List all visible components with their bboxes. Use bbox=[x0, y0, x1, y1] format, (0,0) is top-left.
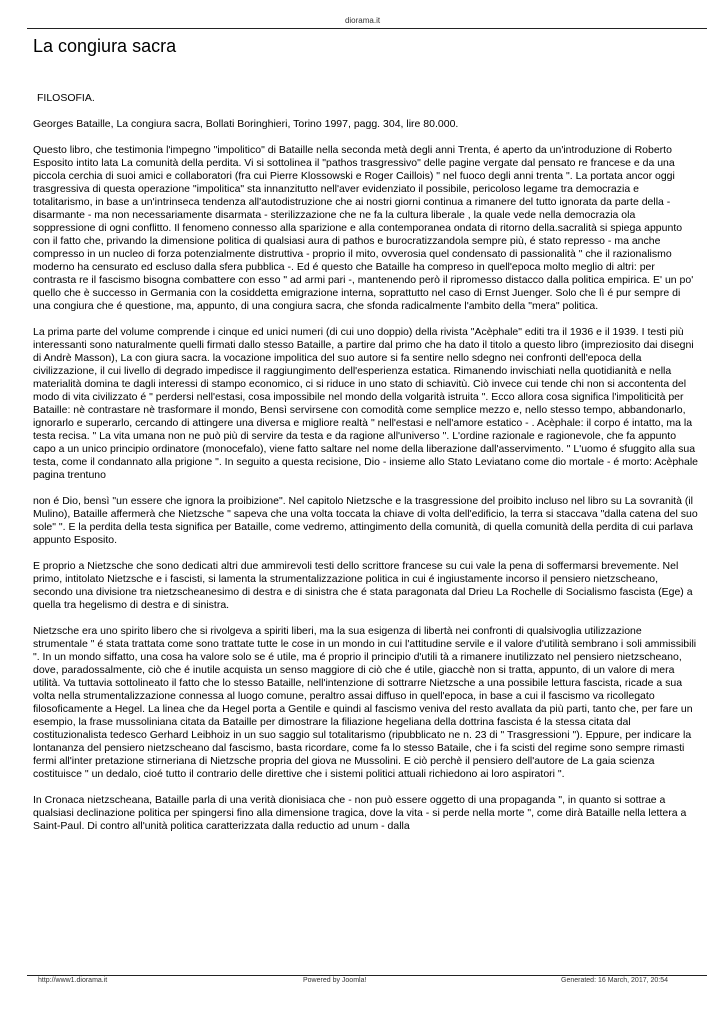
paragraph: non é Dio, bensì "un essere che ignora la proibizione". Nel capitolo Nietzsche e la trasgressione del proibito incluso nel libro su La sovranità (il Mulino), Bataille affermerà che Nietzsche " sapeva che una volta toccata la chiave di volta dell'edificio, la terra si staccava "dalla catena del suo sole" ". E la perdita della testa significa per Bataille, come vedremo, attingimento della comunità, di quella comunità della perdita di cui parlava appunto Esposito. bbox=[33, 495, 698, 546]
bibliographic-reference: Georges Bataille, La congiura sacra, Bollati Boringhieri, Torino 1997, pagg. 304, lire 80.000. bbox=[33, 118, 459, 130]
section-label: FILOSOFIA. bbox=[37, 92, 95, 104]
paragraph: E proprio a Nietzsche che sono dedicati altri due ammirevoli testi dello scrittore francese su cui vale la pena di soffermarsi brevemente. Nel primo, intitolato Nietzsche e i fascisti, si lamenta la strumentalizzazione politica in cui é ingiustamente incorso il pensiero nietzscheano, secondo una divisione tra nietzscheanesimo di destra e di sinistra che é stata paragonata dal Drieu La Rochelle di Socialismo fascista (Ege) a quella tra hegelismo di destra e di sinistra. bbox=[33, 560, 693, 611]
article-body bbox=[33, 92, 699, 846]
bottom-divider bbox=[27, 975, 707, 976]
article-title: La congiura sacra bbox=[33, 36, 177, 56]
footer-generated-date: Generated: 16 March, 2017, 20:54 bbox=[561, 977, 669, 984]
site-header: diorama.it bbox=[344, 16, 381, 25]
top-divider bbox=[27, 28, 707, 29]
footer-powered-by: Powered by Joomla! bbox=[303, 977, 367, 984]
paragraph: In Cronaca nietzscheana, Bataille parla di una verità dionisiaca che - non può essere oggetto di una propaganda ", in quanto si sottrae a qualsiasi declinazione politica per spingersi fino alla dimensione tragica, dove la vita - si perde nella morte ", come dirà Bataille nella lettera a Saint-Paul. Di contro all'unità politica caratterizzata dalla reductio ad unum - dalla bbox=[33, 794, 687, 832]
paragraph: Questo libro, che testimonia l'impegno "impolitico" di Bataille nella seconda metà degli anni Trenta, é aperto da un'introduzione di Roberto Esposito intito lata La comunità della perdita. Vi si sottolinea il "pathos trasgressivo" delle pagine vergate dal pensato re francese e da una piccola cerchia di suoi amici e collaboratori (fra cui Pierre Klossowski e Roger Caillois) " nel fuoco degli anni trenta ". La portata ancor oggi trasgressiva di questa operazione "impolitica" sta innanzitutto nell'aver evidenziato il possibile, pericoloso legame tra democrazia e totalitarismo, in base a un'intrinseca tendenza all'autodistruzione che ai nostri giorni continua a rimanere del tutto ignorata da parte della - disarmante - ma non necessariamente disarmata - sterilizzazione che ne fa la cultura liberale , la quale vede nella democrazia ola soppressione di ogni conflitto. Il fenomeno connesso alla sparizione e alla contemporanea ondata di ritorno della.sacralità si spiega appunto con il fatto che, privando la dimensione politica di qualsiasi aura di pathos e burocratizzandola sempre più, é stato represso - ma anche compresso in un nucleo di forza potenzialmente distruttiva - proprio il mito, ovverosia quel condensato di passionalità " che il razionalismo moderno ha censurato ed escluso dalla sfera pubblica -. Ed é questo che Bataille ha compreso in quell'epoca molto meglio di altri: per contrasta re il fascismo bisogna combattere con esso " ad armi pari -, mantenendo però il ripromesso distacco dalla politica empirica. E' un po' quello che è successo in Germania con la cosiddetta emigrazione interna, soprattutto nel caso di Ernst Juenger. Solo che lì é pur sempre di una congiura che é questione, ma, appunto, di una congiura sacra, che sfonda radicalmente l'ambito della "mera" politica. bbox=[33, 144, 694, 312]
paragraph: Nietzsche era uno spirito libero che si rivolgeva a spiriti liberi, ma la sua esigenza di libertà nei confronti di qualsivoglia utilizzazione strumentale " é stata trattata come sono trattate tutte le cose in un mondo in cui l'attitudine servile e il valore d'utilità sembrano i soli ammissibili ". In un mondo siffatto, una cosa ha valore solo se é utile, ma é proprio il principio d'utili tà a rimanere inutilizzato nel pensiero nietzscheano, dove, paradossalmente, ciò che é inutile acquista un senso maggiore di ciò che é utile, giacchè non si tratta, appunto, di un valore di mera utilità. Va tuttavia sottolineato il fatto che lo stesso Bataille, nell'intenzione di sottrarre Nietzsche a una possibile lettura fascista, ricade a sua volta nella strumentalizzazione connessa al luogo comune, peraltro assai diffuso in quell'epoca, in base a cui il fascismo va ricollegato filosoficamente a Hegel. La linea che da Hegel porta a Gentile e quindi al fascismo veniva del resto avallata da più parti, tanto che, per fare un esempio, la frase mussoliniana citata da Bataille per dimostrare la filiazione hegeliana della dottrina fascista é la stessa citata dal costituzionalista tedesco Gerhard Leibhoiz in un suo saggio sul totalitarismo (ripubblicato ne n. 23 di " Trasgressioni "). Eppure, per indicare la lontananza del pensiero nietzscheano dal fascismo, basta ricordare, come fa lo stesso Bataile, che i fa scisti del regime sono sempre rimasti fermi all'inter pretazione stirneriana di Nietzsche propria del giova ne Mussolini. E ciò perchè il pensiero dell'autore de La gaia scienza costituisce " un dedalo, cioé tutto il contrario delle direttive che i sistemi politici attuali richiedono ai loro aspiratori ". bbox=[33, 625, 697, 780]
footer-url: http://www1.diorama.it bbox=[38, 977, 108, 984]
paragraph: La prima parte del volume comprende i cinque ed unici numeri (di cui uno doppio) della rivista "Acèphale" editi tra il 1936 e il 1939. I testi più interessanti sono naturalmente quelli firmati dallo stesso Bataille, a partire dal primo che ha dato il titolo a questo libro (impreziosito dai disegni di Andrè Masson), La con giura sacra. la vocazione impolitica del suo autore si fa sentire nello sdegno nei confronti dell'epoca della civilizzazione, il cui livello di degrado impedisce il raggiungimento dell'esperienza estatica. Rimanendo invischiati nella quotidianità e nella materialità domina te dagli interessi di stampo economico, ci si riduce in uno stato di schiavitù. Ciò invece cui tende chi non si accontenta del modo di vita civilizzato é " perdersi nell'estasi, cosa impossibile nel mondo della volgarità istruita ". Ecco allora cosa significa l'impoliticità per Bataille: nè contrastare nè trasformare il mondo, Bensì servirsene con comodità come semplice mezzo e, nello stesso tempo, abbandonarlo, ignorarlo e superarlo, cercando di attingere una diversa e migliore realtà " nell'estasi e nell'amore estatico - . Acèphale: il corpo é intatto, ma la testa recisa. " La vita umana non ne può più di servire da testa e da ragione all'universo ". L'ordine razionale e ragionevole, che fa appunto capo a un unico principio ordinatore (monocefalo), viene fatto saltare nel nome della liberazione dall'asservimento. " L'uomo é sfuggito alla sua testa, come il condannato alla prigione ". In seguito a questa recisione, Dio - insieme allo Stato Leviatano come dio mortale - é morto: Acèphale pagina trentuno bbox=[33, 326, 699, 481]
